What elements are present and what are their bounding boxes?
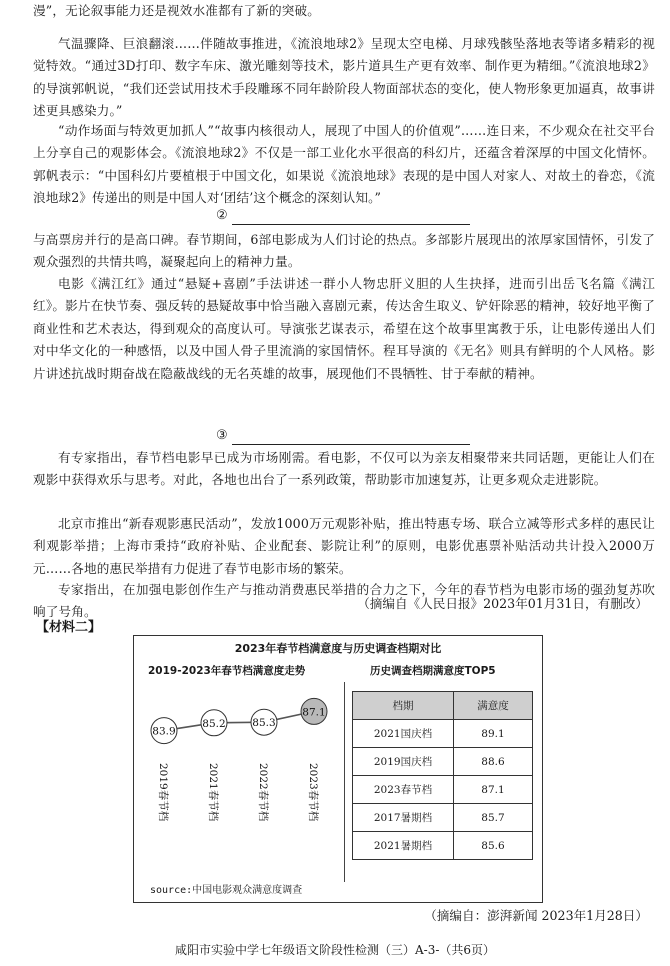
- table-row: [353, 748, 533, 776]
- data-label: 85.2: [202, 717, 226, 730]
- data-label: 83.9: [152, 725, 176, 738]
- paragraph-subsidies: 北京市推出“新春观影惠民活动”，发放1000万元观影补贴，推出特惠专场、联合立减等形式多样的惠民让利观影举措；上海市秉持“政府补贴、企业配套、影院让利”的原则，电影优惠票补贴活动共计投入2000万元……各地的惠民举措有力促进了春节电影市场的繁荣。: [33, 516, 655, 576]
- top5-period: 2021国庆档: [353, 720, 454, 748]
- blank-3-rule: [232, 430, 470, 445]
- category-label: 2023春节档: [307, 763, 319, 822]
- blank-2-rule: [232, 210, 470, 225]
- blank-3: [216, 427, 470, 445]
- table-row: [353, 776, 533, 804]
- paragraph-market-demand: 有专家指出，春节档电影早已成为市场刚需。看电影，不仅可以为亲友相聚带来共同话题，更能让人们在观影中获得欢乐与思考。对此，各地也出台了一系列政策，帮助影市加速复苏，让更多观众走进影院。: [33, 450, 655, 488]
- paragraph-audience-feedback: “动作场面与特效更加抓人”“故事内核很动人，展现了中国人的价值观”……连日来，不少观众在社交平台上分享自己的观影体会。《流浪地球2》不仅是一部工业化水平很高的科幻片，还蕴含着深厚的中国文化情怀。郭帆表示：“中国科幻片要植根于中国文化，如果说《流浪地球》表现的是中国人对家人、对故土的眷恋，《流浪地球2》传递出的则是中国人对‘团结’这个概念的深刻认知。”: [33, 123, 655, 206]
- top5-score: 87.1: [454, 776, 533, 804]
- top5-score: 89.1: [454, 720, 533, 748]
- top5-period: 2017暑期档: [353, 804, 454, 832]
- top5-period: 2019国庆档: [353, 748, 454, 776]
- data-label: 87.1: [302, 706, 326, 719]
- category-label: 2019春节档: [157, 763, 169, 822]
- blank-3-number: ③: [216, 428, 228, 443]
- page-footer: 咸阳市实验中学七年级语文阶段性检测（三）A-3-（共6页）: [174, 943, 496, 957]
- category-label: 2021春节档: [207, 763, 219, 822]
- trend-chart: [134, 636, 344, 882]
- table-title: 历史调查档期满意度TOP5: [370, 665, 496, 677]
- data-label: 85.3: [252, 717, 276, 730]
- category-label: 2022春节档: [257, 763, 269, 822]
- top5-score: 88.6: [454, 748, 533, 776]
- material-2-label: 【材料二】: [36, 620, 102, 635]
- figure-divider: [344, 682, 345, 882]
- paragraph-manjianghong: 电影《满江红》通过“悬疑+喜剧”手法讲述一群小人物忠肝义胆的人生抉择，进而引出岳飞名篇《满江红》。影片在快节奏、强反转的悬疑故事中恰当融入喜剧元素，传达舍生取义、铲奸除恶的精神，较好地平衡了商业性和艺术表达，得到观众的高度认可。导演张艺谋表示，希望在这个故事里寓教于乐，让电影传递出人们对中华文化的一种感悟，以及中国人骨子里流淌的家国情怀。程耳导演的《无名》则具有鲜明的个人风格。影片讲述抗战时期奋战在隐蔽战线的无名英雄的故事，展现他们不畏牺牲、甘于奉献的精神。: [33, 276, 655, 381]
- top5-score: 85.7: [454, 804, 533, 832]
- table-row: [353, 720, 533, 748]
- top5-header-score: 满意度: [454, 692, 533, 720]
- satisfaction-figure: [133, 635, 543, 903]
- paragraph-visual-effects: 气温骤降、巨浪翻滚……伴随故事推进，《流浪地球2》呈现太空电梯、月球残骸坠落地表等诸多精彩的视觉特效。“通过3D打印、数字车床、激光雕刻等技术，影片道具生产更有效率、制作更为精细。”《流浪地球2》的导演郭帆说，“我们还尝试用技术手段雕琢不同年龄阶段人物面部状态的变化，使人物形象更加逼真，故事讲述更具感染力。”: [33, 36, 655, 119]
- top5-header-row: [353, 692, 533, 720]
- top5-period: 2023春节档: [353, 776, 454, 804]
- paragraph-reputation: 与高票房并行的是高口碑。春节期间，6部电影成为人们讨论的热点。多部影片展现出的浓厚家国情怀，引发了观众强烈的共情共鸣，凝聚起向上的精神力量。: [33, 232, 655, 270]
- paragraph-conclusion: 专家指出，在加强电影创作生产与推动消费惠民举措的合力之下，今年的春节档为电影市场的强劲复苏吹响了号角。: [33, 582, 655, 620]
- source-thepaper: （摘编自：澎湃新闻 2023年1月28日）: [424, 908, 648, 923]
- top5-table: [352, 691, 533, 860]
- chart-title: 2023年春节档满意度与历史调查档期对比: [234, 642, 442, 655]
- table-row: [353, 804, 533, 832]
- source-people-daily: （摘编自《人民日报》2023年01月31日，有删改）: [357, 596, 648, 611]
- table-row: [353, 832, 533, 860]
- paragraph-1-tail: 漫”，无论叙事能力还是视效水准都有了新的突破。: [33, 3, 320, 18]
- top5-period: 2021暑期档: [353, 832, 454, 860]
- chart-subtitle: 2019-2023年春节档满意度走势: [148, 665, 306, 677]
- top5-header-period: 档期: [353, 692, 454, 720]
- chart-source: source:中国电影观众满意度调查: [150, 885, 303, 896]
- blank-2-number: ②: [216, 208, 228, 223]
- blank-2: [216, 207, 470, 225]
- top5-score: 85.6: [454, 832, 533, 860]
